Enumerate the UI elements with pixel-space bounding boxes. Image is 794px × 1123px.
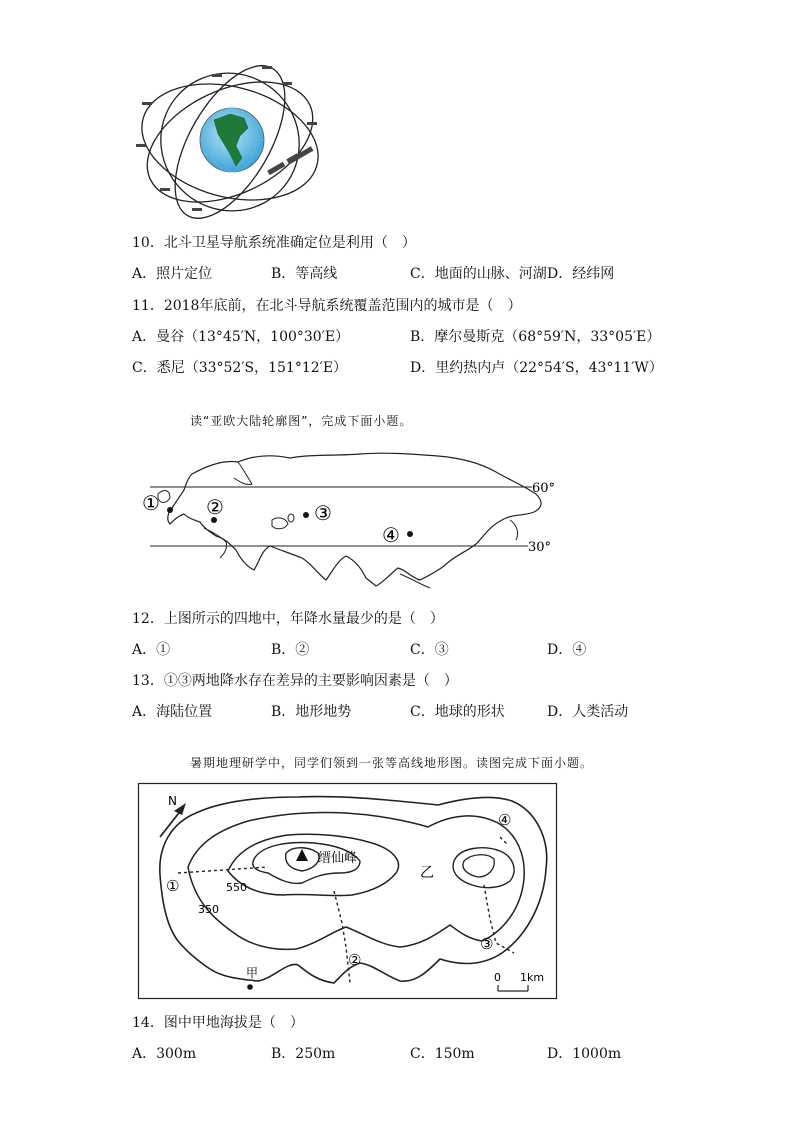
q13-option-c[interactable]: C．地球的形状 xyxy=(410,704,505,720)
contour-550-label: 550 xyxy=(226,881,247,894)
q10-stem: 10．北斗卫星导航系统准确定位是利用（ ） xyxy=(132,235,416,251)
q11-option-b[interactable]: B．摩尔曼斯克（68°59′N，33°05′E） xyxy=(410,329,661,345)
map1-marker-4: ④ xyxy=(382,523,400,547)
contour-350-label: 350 xyxy=(198,903,219,916)
q12-option-c[interactable]: C．③ xyxy=(410,642,449,658)
q11-option-a[interactable]: A．曼谷（13°45′N，100°30′E） xyxy=(132,329,350,345)
q10-option-b[interactable]: B．等高线 xyxy=(271,266,338,282)
q14-option-c[interactable]: C．150m xyxy=(410,1046,475,1062)
q10-option-d[interactable]: D．经纬网 xyxy=(547,266,615,282)
q13-option-a[interactable]: A．海陆位置 xyxy=(132,704,213,720)
q10-option-c[interactable]: C．地面的山脉、河湖 xyxy=(410,266,547,282)
map2-marker-4: ④ xyxy=(498,811,512,829)
q14-stem: 14．图中甲地海拔是（ ） xyxy=(132,1015,304,1031)
map1-intro: 读“亚欧大陆轮廓图”，完成下面小题。 xyxy=(190,414,413,428)
scale-zero-label: 0 xyxy=(494,971,501,984)
map2-marker-1: ① xyxy=(166,877,180,895)
q12-option-a[interactable]: A．① xyxy=(132,642,171,658)
lat-30-label: 30° xyxy=(528,540,552,555)
map1-marker-2: ② xyxy=(206,495,224,519)
q12-option-d[interactable]: D．④ xyxy=(547,642,587,658)
q11-stem: 11．2018年底前，在北斗导航系统覆盖范围内的城市是（ ） xyxy=(132,298,522,314)
q13-option-d[interactable]: D．人类活动 xyxy=(547,704,629,720)
lat-60-label: 60° xyxy=(532,481,556,496)
beidou-satellite-illustration xyxy=(132,62,332,222)
q12-option-b[interactable]: B．② xyxy=(271,642,310,658)
jia-label: 甲 xyxy=(246,966,259,980)
q11-option-d[interactable]: D．里约热内卢（22°54′S，43°11′W） xyxy=(410,360,663,376)
q14-option-b[interactable]: B．250m xyxy=(271,1046,336,1062)
q12-stem: 12．上图所示的四地中，年降水量最少的是（ ） xyxy=(132,611,444,627)
map1-marker-3: ③ xyxy=(314,501,332,525)
peak-name-label: 缙仙峰 xyxy=(318,851,358,866)
map2-marker-3: ③ xyxy=(480,935,494,953)
north-label: N xyxy=(168,794,177,808)
q13-option-b[interactable]: B．地形地势 xyxy=(271,704,352,720)
yi-label: 乙 xyxy=(420,865,434,881)
q13-stem: 13．①③两地降水存在差异的主要影响因素是（ ） xyxy=(132,673,458,689)
map1-marker-1: ① xyxy=(142,491,160,515)
map2-marker-2: ② xyxy=(348,951,362,969)
map2-intro: 暑期地理研学中，同学们领到一张等高线地形图。读图完成下面小题。 xyxy=(190,756,594,770)
q14-option-d[interactable]: D．1000m xyxy=(547,1046,622,1062)
q10-option-a[interactable]: A．照片定位 xyxy=(132,266,213,282)
q11-option-c[interactable]: C．悉尼（33°52′S，151°12′E） xyxy=(132,360,348,376)
eurasia-outline-map xyxy=(140,450,580,595)
q14-option-a[interactable]: A．300m xyxy=(132,1046,197,1062)
scale-km-label: 1km xyxy=(520,971,545,984)
contour-topographic-map xyxy=(138,783,558,1000)
